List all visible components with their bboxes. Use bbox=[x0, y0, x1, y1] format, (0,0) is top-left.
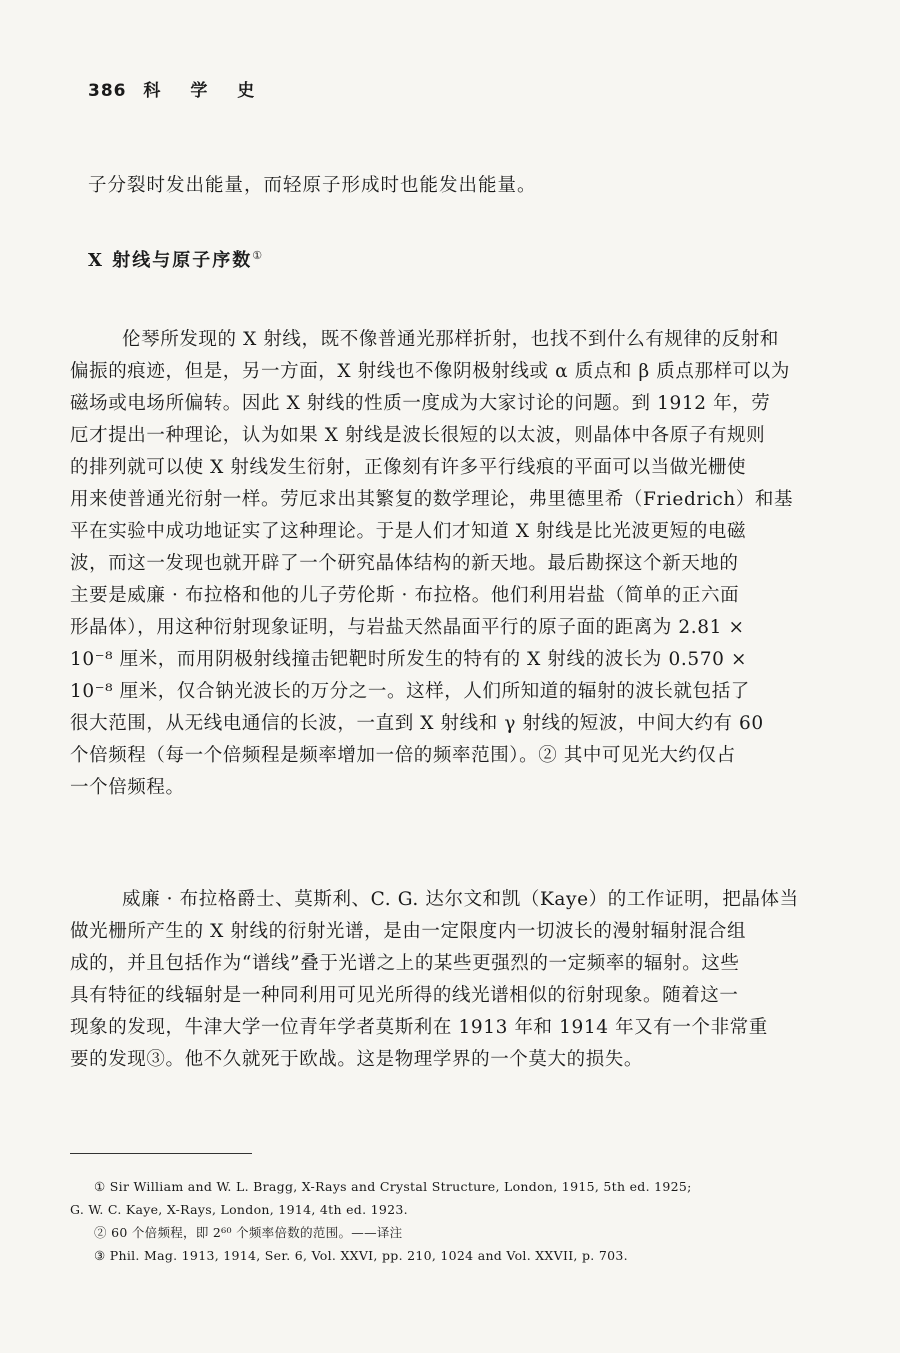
text-line: 伦琴所发现的 X 射线，既不像普通光那样折射，也找不到什么有规律的反射和 bbox=[122, 329, 780, 350]
text-line: 波，而这一发现也就开辟了一个研究晶体结构的新天地。最后勘探这个新天地的 bbox=[70, 553, 739, 574]
footnotes bbox=[70, 1175, 810, 1267]
continuation-line: 子分裂时发出能量，而轻原子形成时也能发出能量。 bbox=[88, 175, 537, 196]
text-line: 成的，并且包括作为“谱线”叠于光谱之上的某些更强烈的一定频率的辐射。这些 bbox=[70, 953, 740, 974]
section-heading bbox=[88, 246, 264, 272]
page-number: 386 bbox=[88, 81, 127, 101]
text-line: 偏振的痕迹，但是，另一方面，X 射线也不像阴极射线或 α 质点和 β 质点那样可以为 bbox=[70, 361, 790, 382]
footnote-marker: ① bbox=[252, 249, 265, 262]
text-line: 10⁻⁸ 厘米，仅合钠光波长的万分之一。这样，人们所知道的辐射的波长就包括了 bbox=[70, 681, 750, 702]
text-line: 个倍频程（每一个倍频程是频率增加一倍的频率范围）。② 其中可见光大约仅占 bbox=[70, 745, 736, 766]
footnote-divider bbox=[70, 1153, 252, 1154]
paragraph-x-rays bbox=[70, 324, 810, 804]
text-line: 做光栅所产生的 X 射线的衍射光谱，是由一定限度内一切波长的漫射辐射混合组 bbox=[70, 921, 747, 942]
text-line: 要的发现③。他不久就死于欧战。这是物理学界的一个莫大的损失。 bbox=[70, 1049, 644, 1070]
text-line: 很大范围，从无线电通信的长波，一直到 X 射线和 γ 射线的短波，中间大约有 60 bbox=[70, 713, 764, 734]
text-line: 磁场或电场所偏转。因此 X 射线的性质一度成为大家讨论的问题。到 1912 年，劳 bbox=[70, 393, 771, 414]
footnote-3: ③ Phil. Mag. 1913, 1914, Ser. 6, Vol. XXVI, pp. 210, 1024 and Vol. XXVII, p. 703. bbox=[94, 1248, 628, 1263]
text-line: 10⁻⁸ 厘米，而用阴极射线撞击钯靶时所发生的特有的 X 射线的波长为 0.570 × bbox=[70, 649, 748, 670]
text-line: 的排列就可以使 X 射线发生衍射，正像刻有许多平行线痕的平面可以当做光栅使 bbox=[70, 457, 747, 478]
text-line: 一个倍频程。 bbox=[70, 777, 185, 798]
text-line: 平在实验中成功地证实了这种理论。于是人们才知道 X 射线是比光波更短的电磁 bbox=[70, 521, 747, 542]
section-heading-text: X 射线与原子序数 bbox=[88, 250, 253, 271]
book-title: 科 学 史 bbox=[143, 81, 267, 101]
paragraph-bragg bbox=[70, 884, 810, 1076]
text-line: 用来使普通光衍射一样。劳厄求出其繁复的数学理论，弗里德里希（Friedrich）和基 bbox=[70, 489, 794, 510]
footnote-1-cont: G. W. C. Kaye, X-Rays, London, 1914, 4th ed. 1923. bbox=[70, 1202, 408, 1217]
footnote-2: ② 60 个倍频程，即 2⁶⁰ 个频率倍数的范围。——译注 bbox=[94, 1225, 403, 1240]
text-line: 具有特征的线辐射是一种同利用可见光所得的线光谱相似的衍射现象。随着这一 bbox=[70, 985, 739, 1006]
text-line: 现象的发现，牛津大学一位青年学者莫斯利在 1913 年和 1914 年又有一个非常重 bbox=[70, 1017, 768, 1038]
text-line: 主要是威廉 · 布拉格和他的儿子劳伦斯 · 布拉格。他们利用岩盐（简单的正六面 bbox=[70, 585, 740, 606]
text-line: 厄才提出一种理论，认为如果 X 射线是波长很短的以太波，则晶体中各原子有规则 bbox=[70, 425, 766, 446]
running-header bbox=[88, 76, 266, 101]
text-line: 威廉 · 布拉格爵士、莫斯利、C. G. 达尔文和凯（Kaye）的工作证明，把晶体当 bbox=[122, 889, 799, 910]
text-line: 形晶体），用这种衍射现象证明，与岩盐天然晶面平行的原子面的距离为 2.81 × bbox=[70, 617, 745, 638]
footnote-1: ① Sir William and W. L. Bragg, X-Rays and Crystal Structure, London, 1915, 5th ed. 1925; bbox=[94, 1179, 692, 1194]
